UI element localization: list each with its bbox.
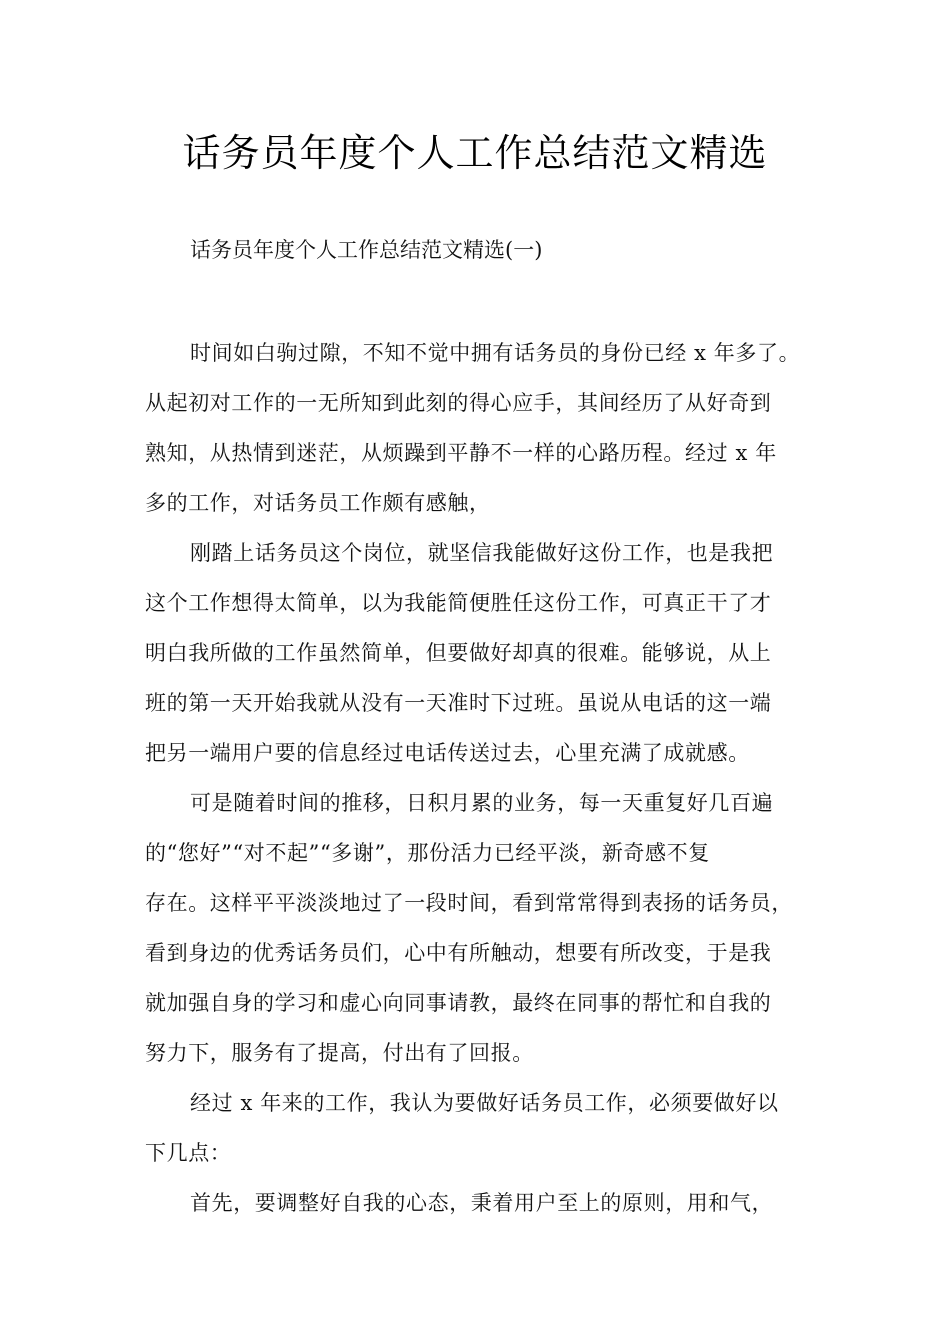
- paragraph-line: 首先，要调整好自我的心态，秉着用户至上的原则，用和气，: [190, 1191, 774, 1215]
- paragraph-line: 这个工作想得太简单，以为我能简便胜任这份工作，可真正干了才: [145, 591, 772, 615]
- paragraph-line: 熟知，从热情到迷茫，从烦躁到平静不一样的心路历程。经过 x 年: [145, 441, 777, 465]
- paragraph-line: 可是随着时间的推移，日积月累的业务，每一天重复好几百遍: [190, 791, 774, 815]
- paragraph-line: 存在。这样平平淡淡地过了一段时间，看到常常得到表扬的话务员，: [145, 891, 793, 915]
- paragraph: [145, 328, 825, 528]
- paragraph-line: 的“您好”“对不起”“多谢”，那份活力已经平淡，新奇感不复: [145, 841, 710, 865]
- document-subtitle: 话务员年度个人工作总结范文精选(一): [190, 238, 543, 262]
- paragraph-line: 多的工作，对话务员工作颇有感触，: [145, 491, 491, 515]
- paragraph-line: 努力下，服务有了提高，付出有了回报。: [145, 1041, 534, 1065]
- paragraph-line: 明白我所做的工作虽然简单，但要做好却真的很难。能够说，从上: [145, 641, 772, 665]
- paragraph-line: 就加强自身的学习和虚心向同事请教，最终在同事的帮忙和自我的: [145, 991, 772, 1015]
- paragraph-line: 看到身边的优秀话务员们，心中有所触动，想要有所改变，于是我: [145, 941, 772, 965]
- paragraph-line: 把另一端用户要的信息经过电话传送过去，心里充满了成就感。: [145, 741, 750, 765]
- paragraph-line: 时间如白驹过隙，不知不觉中拥有话务员的身份已经 x 年多了。: [190, 341, 801, 365]
- paragraph-line: 刚踏上话务员这个岗位，就坚信我能做好这份工作，也是我把: [190, 541, 774, 565]
- paragraph: [145, 1078, 825, 1178]
- paragraph: [145, 778, 825, 1078]
- paragraph-line: 下几点：: [145, 1141, 232, 1165]
- paragraph: [145, 1178, 825, 1228]
- document-title: 话务员年度个人工作总结范文精选: [182, 131, 768, 175]
- paragraph-line: 班的第一天开始我就从没有一天准时下过班。虽说从电话的这一端: [145, 691, 772, 715]
- paragraph-line: 经过 x 年来的工作，我认为要做好话务员工作，必须要做好以: [190, 1091, 779, 1115]
- document-body: [145, 328, 825, 1228]
- paragraph: [145, 528, 825, 778]
- paragraph-line: 从起初对工作的一无所知到此刻的得心应手，其间经历了从好奇到: [145, 391, 772, 415]
